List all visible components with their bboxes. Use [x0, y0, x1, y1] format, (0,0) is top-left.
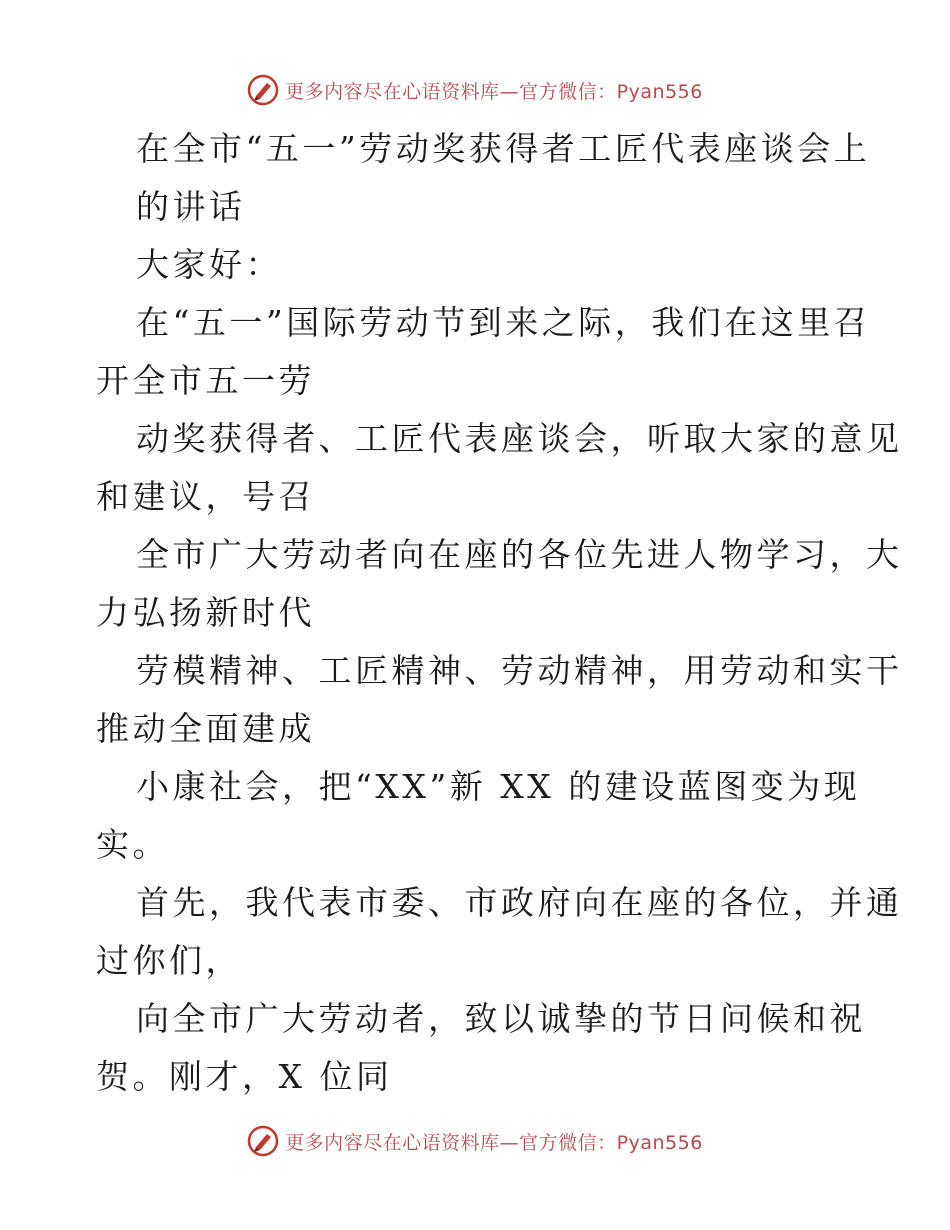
- paragraph-line: 全市广大劳动者向在座的各位先进人物学习，大: [136, 535, 903, 574]
- pen-logo-icon: [247, 74, 279, 106]
- paragraph-line: 首先，我代表市委、市政府向在座的各位，并通: [136, 883, 903, 922]
- paragraph-line: 贺。刚才，X 位同: [96, 1057, 393, 1096]
- paragraph-line: 推动全面建成: [96, 709, 315, 748]
- paragraph-line: 小康社会，把“XX”新 XX 的建设蓝图变为现: [136, 767, 861, 806]
- paragraph-line: 过你们，: [96, 941, 242, 980]
- paragraph-line: 向全市广大劳动者，致以诚挚的节日问候和祝: [136, 999, 866, 1038]
- pen-logo-icon: [247, 1125, 279, 1157]
- watermark-text: 更多内容尽在心语资料库—官方微信：Pyan556: [285, 1131, 703, 1154]
- paragraph-line: 劳模精神、工匠精神、劳动精神，用劳动和实干: [136, 651, 903, 690]
- title-line-2: 的讲话: [136, 187, 246, 226]
- paragraph-line: 力弘扬新时代: [96, 593, 315, 632]
- paragraph-line: 开全市五一劳: [96, 361, 315, 400]
- salutation: 大家好：: [136, 245, 282, 284]
- paragraph-line: 和建议，号召: [96, 477, 315, 516]
- title-line-1: 在全市“五一”劳动奖获得者工匠代表座谈会上: [136, 129, 871, 168]
- watermark-text: 更多内容尽在心语资料库—官方微信：Pyan556: [285, 80, 703, 103]
- document-body: [96, 120, 903, 1106]
- footer-watermark: [0, 1121, 950, 1161]
- paragraph-line: 实。: [96, 825, 169, 864]
- paragraph-line: 在“五一”国际劳动节到来之际，我们在这里召: [136, 303, 871, 342]
- header-watermark: [0, 70, 950, 110]
- paragraph-line: 动奖获得者、工匠代表座谈会，听取大家的意见: [136, 419, 903, 458]
